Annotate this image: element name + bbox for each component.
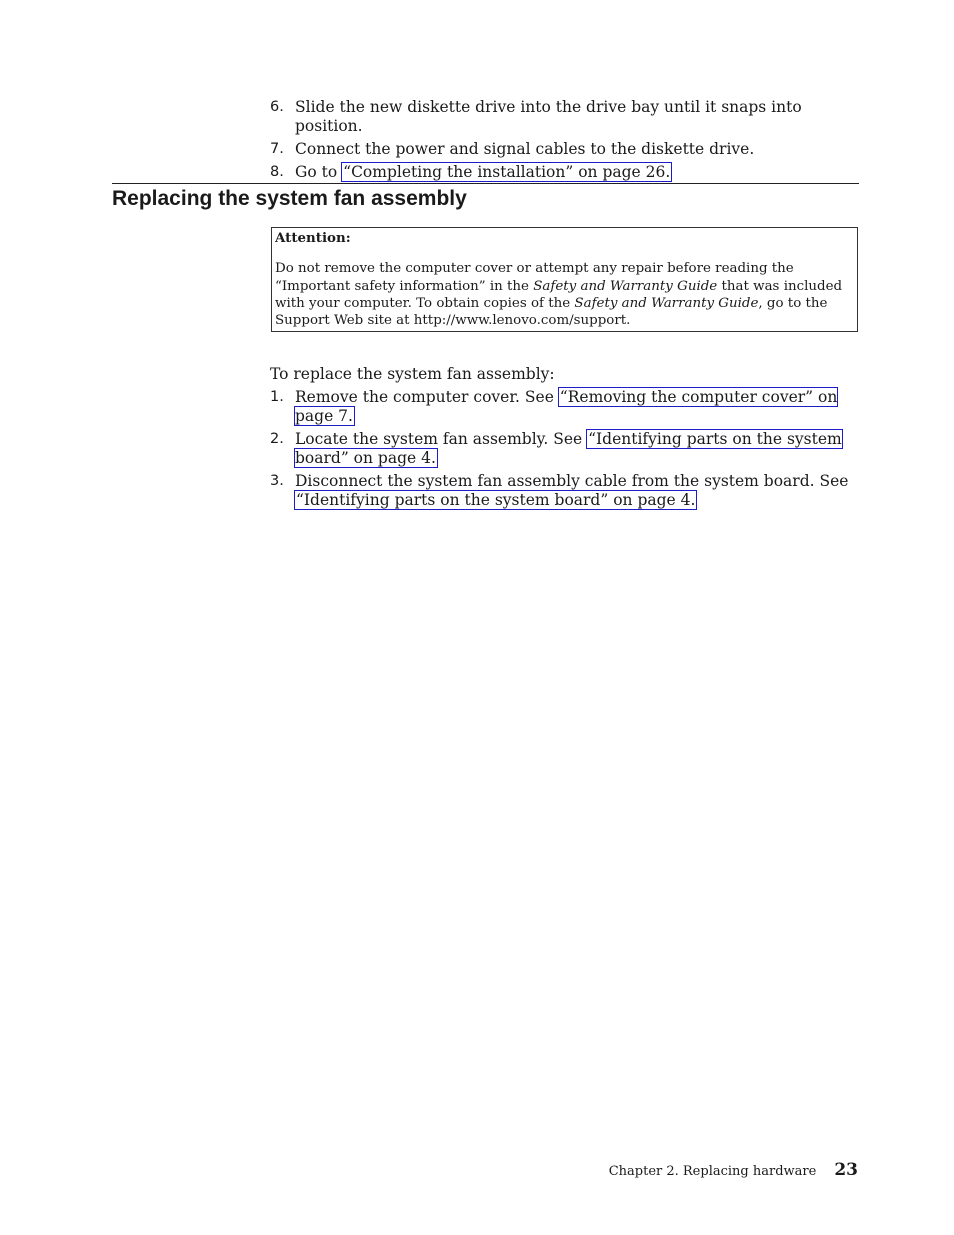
footer-chapter-title: Chapter 2. Replacing hardware [608,1164,817,1179]
step-text: Disconnect the system fan assembly cable from the system board. See [295,472,849,490]
attention-text: , go to the Support Web site at http://www.lenovo.com/support. [275,295,828,329]
attention-title: Attention: [275,230,351,246]
step-text: Locate the system fan assembly. See [295,430,588,448]
step-text: Go to [295,163,343,181]
procedure-intro: To replace the system fan assembly: [270,365,555,383]
step-number: 6. [270,99,284,115]
previous-steps-list [270,98,860,186]
list-item [270,430,860,468]
step-text: Connect the power and signal cables to the diskette drive. [295,140,755,158]
section-divider [112,183,859,184]
step-number: 2. [270,431,284,447]
completing-installation-link[interactable]: “Completing the installation” on page 26. [343,163,671,181]
section-heading: Replacing the system fan assembly [112,187,467,210]
guide-title: Safety and Warranty Guide [533,278,718,294]
list-item [270,163,860,182]
guide-title: Safety and Warranty Guide [574,295,759,311]
list-item [270,98,860,136]
page-number: 23 [834,1160,858,1180]
attention-text: Do not remove the computer cover or attempt any repair before reading the “Important safety information” in the [275,261,794,294]
attention-text: that was included with your computer. To obtain copies of the [275,278,843,311]
list-item [270,140,860,159]
identifying-parts-link[interactable]: “Identifying parts on the system board” on page 4. [295,430,842,467]
step-number: 8. [270,164,284,180]
list-item [270,472,860,510]
list-item [270,388,860,426]
removing-cover-link[interactable]: “Removing the computer cover” on page 7. [295,388,838,425]
step-number: 3. [270,473,284,489]
step-number: 1. [270,389,284,405]
attention-body [275,260,853,329]
procedure-steps-list [270,388,860,514]
identifying-parts-link[interactable]: “Identifying parts on the system board” on page 4. [296,491,696,509]
step-text: Remove the computer cover. See [295,388,559,406]
step-number: 7. [270,141,284,157]
page-footer [609,1160,858,1180]
attention-notice [271,227,858,332]
step-text: Slide the new diskette drive into the drive bay until it snaps into position. [295,98,802,135]
